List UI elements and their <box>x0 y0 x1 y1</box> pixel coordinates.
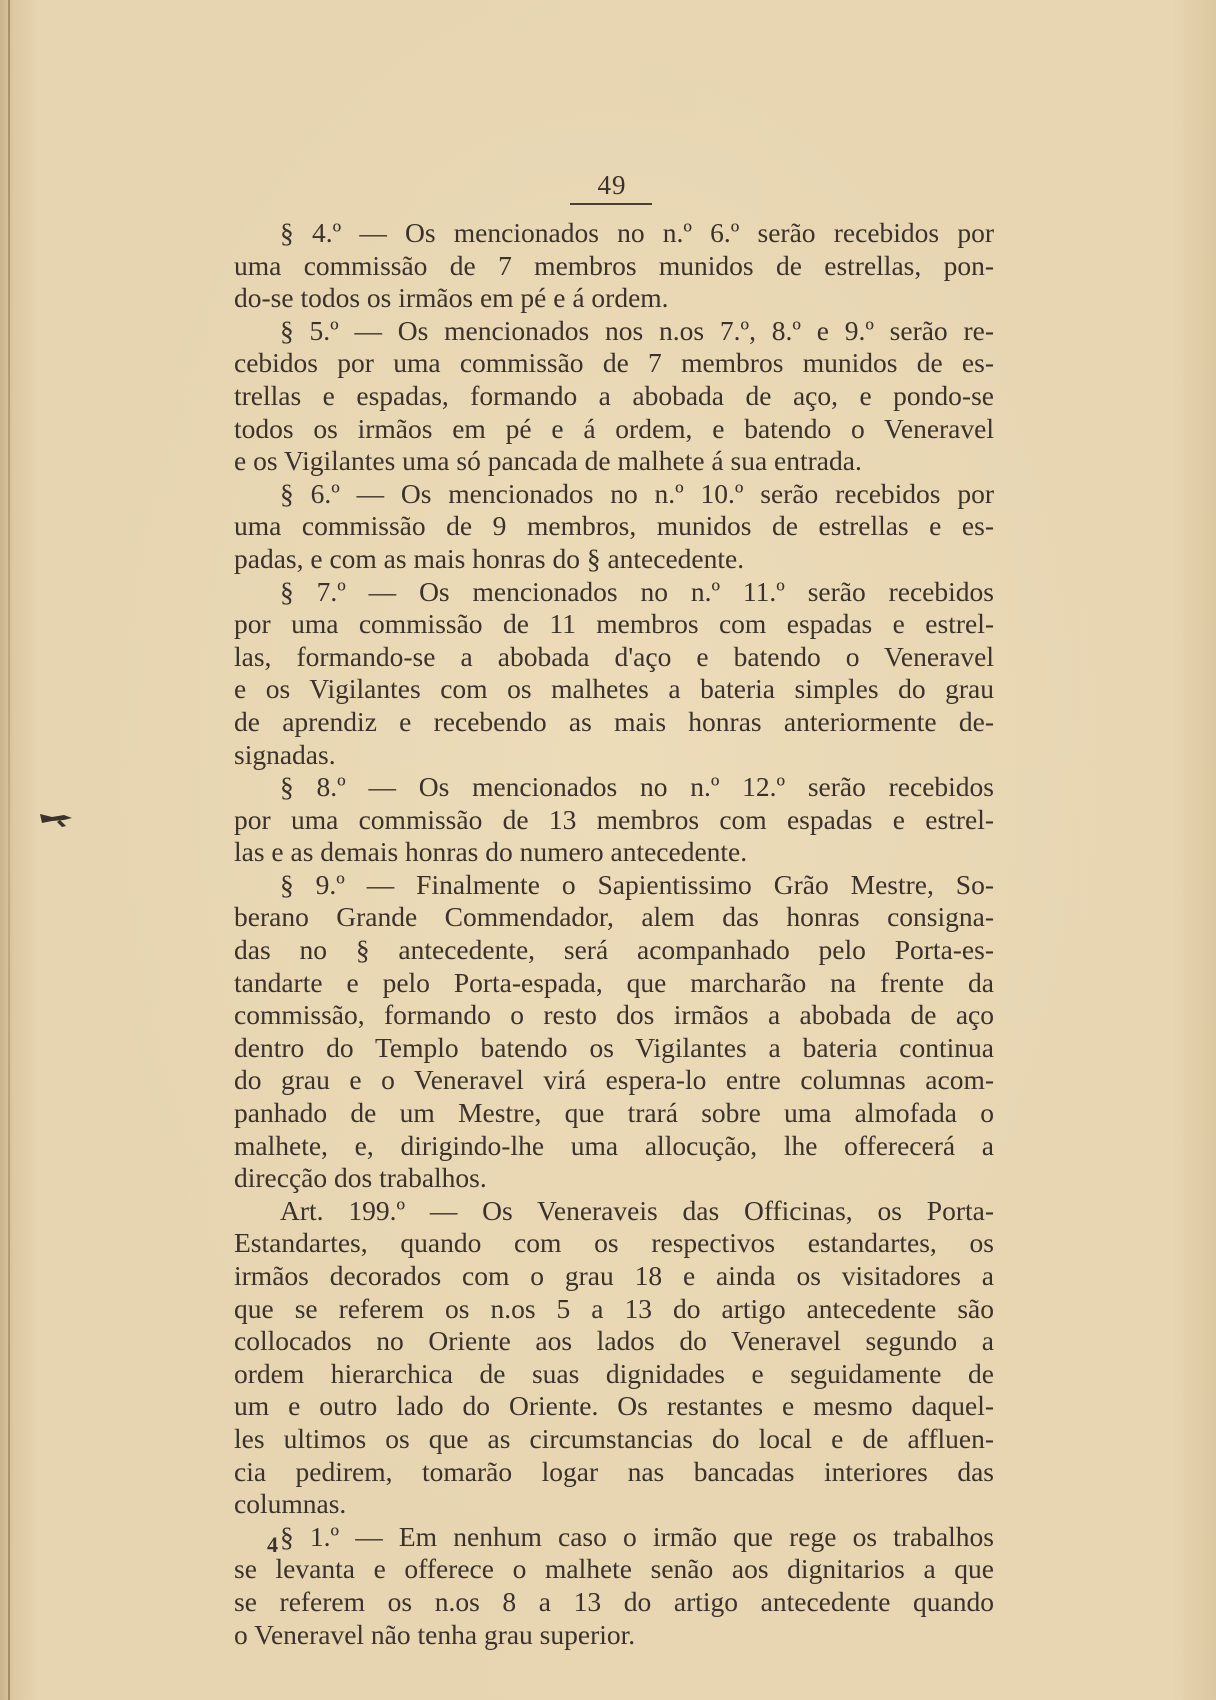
text-line: trellas e espadas, formando a abobada de aço, e pondo-se <box>234 379 994 411</box>
text-line: cia pedirem, tomarão logar nas bancadas interiores das <box>234 1455 994 1487</box>
text-line: do-se todos os irmãos em pé e á ordem. <box>234 282 669 314</box>
text-line: uma commissão de 7 membros munidos de estrellas, pon- <box>234 249 994 281</box>
text-line: o Veneravel não tenha grau superior. <box>234 1618 636 1650</box>
text-line: columnas. <box>234 1488 347 1520</box>
text-line: las, formando-se a abobada d'aço e batendo o Veneravel <box>234 640 994 672</box>
text-line: les ultimos os que as circumstancias do local e de affluen- <box>234 1422 994 1454</box>
text-line: que se referem os n.os 5 a 13 do artigo antecedente são <box>234 1292 994 1324</box>
text-line: das no § antecedente, será acompanhado pelo Porta-es- <box>234 934 994 966</box>
text-line: do grau e o Veneravel virá espera-lo entre columnas acom- <box>234 1064 994 1096</box>
text-line: se levanta e offerece o malhete senão aos dignitarios a que <box>234 1553 994 1585</box>
text-line: e os Vigilantes uma só pancada de malhete á sua entrada. <box>234 445 862 477</box>
text-line: dentro do Templo batendo os Vigilantes a bateria continua <box>234 1031 994 1063</box>
text-line: todos os irmãos em pé e á ordem, e batendo o Veneravel <box>234 412 994 444</box>
text-line: ordem hierarchica de suas dignidades e seguidamente de <box>234 1357 994 1389</box>
binding-edge <box>8 0 10 1700</box>
text-line: padas, e com as mais honras do § antecedente. <box>234 542 745 574</box>
text-line: um e outro lado do Oriente. Os restantes e mesmo daquel- <box>234 1390 994 1422</box>
text-line: § 5.º — Os mencionados nos n.os 7.º, 8.º e 9.º serão re- <box>280 314 994 346</box>
text-line: collocados no Oriente aos lados do Veneravel segundo a <box>234 1325 994 1357</box>
text-line: § 9.º — Finalmente o Sapientissimo Grão Mestre, So- <box>280 868 994 900</box>
text-line: Estandartes, quando com os respectivos estandartes, os <box>234 1227 994 1259</box>
text-line: cebidos por uma commissão de 7 membros munidos de es- <box>234 347 994 379</box>
text-line: Art. 199.º — Os Veneraveis das Officinas, os Porta- <box>280 1194 994 1226</box>
text-line: commissão, formando o resto dos irmãos a abobada de aço <box>234 999 994 1031</box>
text-line: se referem os n.os 8 a 13 do artigo antecedente quando <box>234 1585 994 1617</box>
text-line: de aprendiz e recebendo as mais honras anteriormente de- <box>234 705 994 737</box>
text-line: § 8.º — Os mencionados no n.º 12.º serão recebidos <box>280 771 994 803</box>
signature-mark: 4 <box>267 1532 278 1557</box>
text-line: malhete, e, dirigindo-lhe uma allocução, lhe offerecerá a <box>234 1129 994 1161</box>
page-number: 49 <box>597 170 627 200</box>
body-text <box>234 217 994 1651</box>
text-line: direcção dos trabalhos. <box>234 1162 487 1194</box>
text-line: e os Vigilantes com os malhetes a bateria simples do grau <box>234 673 994 705</box>
pointing-hand-mark-icon <box>38 808 80 830</box>
text-line: tandarte e pelo Porta-espada, que marcharão na frente da <box>234 966 994 998</box>
text-line: irmãos decorados com o grau 18 e ainda os visitadores a <box>234 1260 994 1291</box>
text-line: por uma commissão de 13 membros com espadas e estrel- <box>234 803 994 835</box>
text-line: panhado de um Mestre, que trará sobre uma almofada o <box>234 1097 994 1129</box>
text-line: § 4.º — Os mencionados no n.º 6.º serão recebidos por <box>280 217 994 248</box>
text-line: uma commissão de 9 membros, munidos de estrellas e es- <box>234 510 994 542</box>
text-line: por uma commissão de 11 membros com espadas e estrel- <box>234 608 994 640</box>
text-line: § 1.º — Em nenhum caso o irmão que rege os trabalhos <box>280 1520 994 1552</box>
text-line: signadas. <box>234 738 336 770</box>
text-line: § 6.º — Os mencionados no n.º 10.º serão recebidos por <box>280 477 994 509</box>
page-number-rule <box>570 203 652 205</box>
text-line: las e as demais honras do numero antecedente. <box>234 836 748 868</box>
text-line: berano Grande Commendador, alem das honras consigna- <box>234 901 994 933</box>
text-line: § 7.º — Os mencionados no n.º 11.º serão recebidos <box>280 575 994 607</box>
